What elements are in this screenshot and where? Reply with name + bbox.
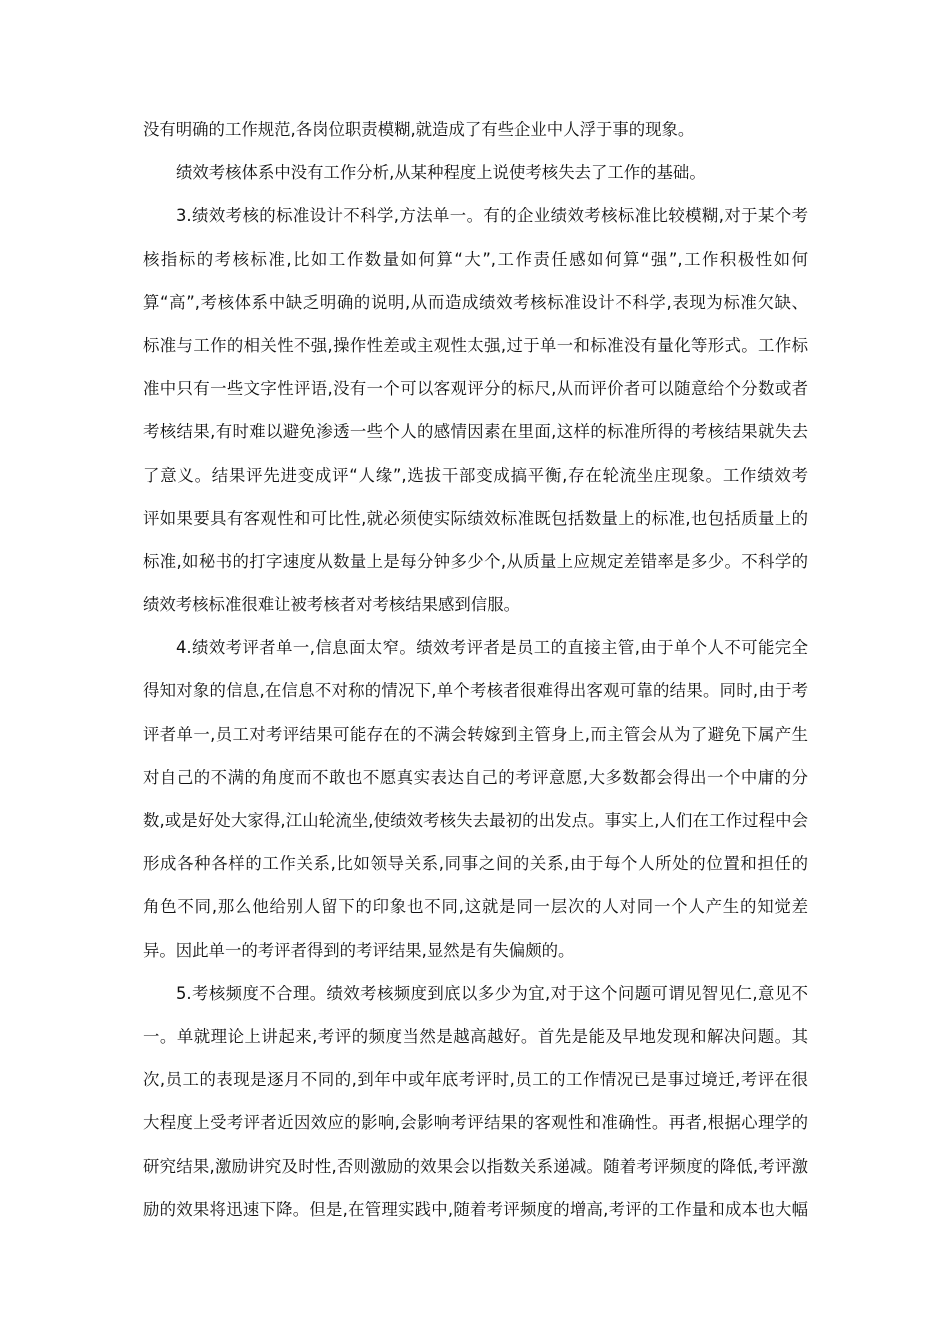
text-line: 评如果要具有客观性和可比性,就必须使实际绩效标准既包括数量上的标准,也包括质量上的 bbox=[143, 508, 808, 528]
text-line: 角色不同,那么他给别人留下的印象也不同,这就是同一层次的人对同一个人产生的知觉差 bbox=[143, 897, 808, 917]
text-line: 没有明确的工作规范,各岗位职责模糊,就造成了有些企业中人浮于事的现象。 bbox=[143, 120, 695, 139]
text-line: 评者单一,员工对考评结果可能存在的不满会转嫁到主管身上,而主管会从为了避免下属产生 bbox=[143, 724, 808, 744]
text-line: 了意义。结果评先进变成评“人缘”,选拔干部变成搞平衡,存在轮流坐庄现象。工作绩效考 bbox=[143, 465, 808, 485]
text-line: 形成各种各样的工作关系,比如领导关系,同事之间的关系,由于每个人所处的位置和担任的 bbox=[143, 854, 808, 874]
text-line: 考核结果,有时难以避免渗透一些个人的感情因素在里面,这样的标准所得的考核结果就失去 bbox=[143, 422, 808, 442]
text-line: 研究结果,激励讲究及时性,否则激励的效果会以指数关系递减。随着考评频度的降低,考评激 bbox=[143, 1156, 808, 1176]
text-line: 算“高”,考核体系中缺乏明确的说明,从而造成绩效考核标准设计不科学,表现为标准欠缺、 bbox=[143, 292, 808, 312]
body-text bbox=[143, 108, 808, 1231]
text-line: 数,或是好处大家得,江山轮流坐,使绩效考核失去最初的出发点。事实上,人们在工作过程中会 bbox=[143, 811, 808, 830]
text-line: 得知对象的信息,在信息不对称的情况下,单个考核者很难得出客观可靠的结果。同时,由于考 bbox=[143, 681, 808, 701]
text-line: 励的效果将迅速下降。但是,在管理实践中,随着考评频度的增高,考评的工作量和成本也大幅 bbox=[143, 1199, 808, 1219]
text-line: 绩效考核标准很难让被考核者对考核结果感到信服。 bbox=[143, 595, 520, 615]
text-line: 对自己的不满的角度而不敢也不愿真实表达自己的考评意愿,大多数都会得出一个中庸的分 bbox=[143, 767, 808, 787]
text-line: 3.绩效考核的标准设计不科学,方法单一。有的企业绩效考核标准比较模糊,对于某个考 bbox=[176, 206, 808, 226]
text-line: 准中只有一些文字性评语,没有一个可以客观评分的标尺,从而评价者可以随意给个分数或者 bbox=[143, 379, 808, 399]
text-line: 核指标的考核标准,比如工作数量如何算“大”,工作责任感如何算“强”,工作积极性如何 bbox=[143, 249, 808, 269]
text-line: 标准与工作的相关性不强,操作性差或主观性太强,过于单一和标准没有量化等形式。工作标 bbox=[143, 335, 808, 355]
text-line: 5.考核频度不合理。绩效考核频度到底以多少为宜,对于这个问题可谓见智见仁,意见不 bbox=[176, 983, 808, 1003]
text-line: 标准,如秘书的打字速度从数量上是每分钟多少个,从质量上应规定差错率是多少。不科学的 bbox=[143, 551, 808, 571]
text-line: 4.绩效考评者单一,信息面太窄。绩效考评者是员工的直接主管,由于单个人不可能完全 bbox=[176, 638, 808, 658]
text-line: 次,员工的表现是逐月不同的,到年中或年底考评时,员工的工作情况已是事过境迁,考评在很 bbox=[143, 1070, 808, 1090]
text-line: 异。因此单一的考评者得到的考评结果,显然是有失偏颇的。 bbox=[143, 940, 575, 960]
text-line: 一。单就理论上讲起来,考评的频度当然是越高越好。首先是能及早地发现和解决问题。其 bbox=[143, 1026, 808, 1046]
text-line: 大程度上受考评者近因效应的影响,会影响考评结果的客观性和准确性。再者,根据心理学的 bbox=[143, 1113, 808, 1133]
text-line: 绩效考核体系中没有工作分析,从某种程度上说使考核失去了工作的基础。 bbox=[176, 163, 706, 183]
